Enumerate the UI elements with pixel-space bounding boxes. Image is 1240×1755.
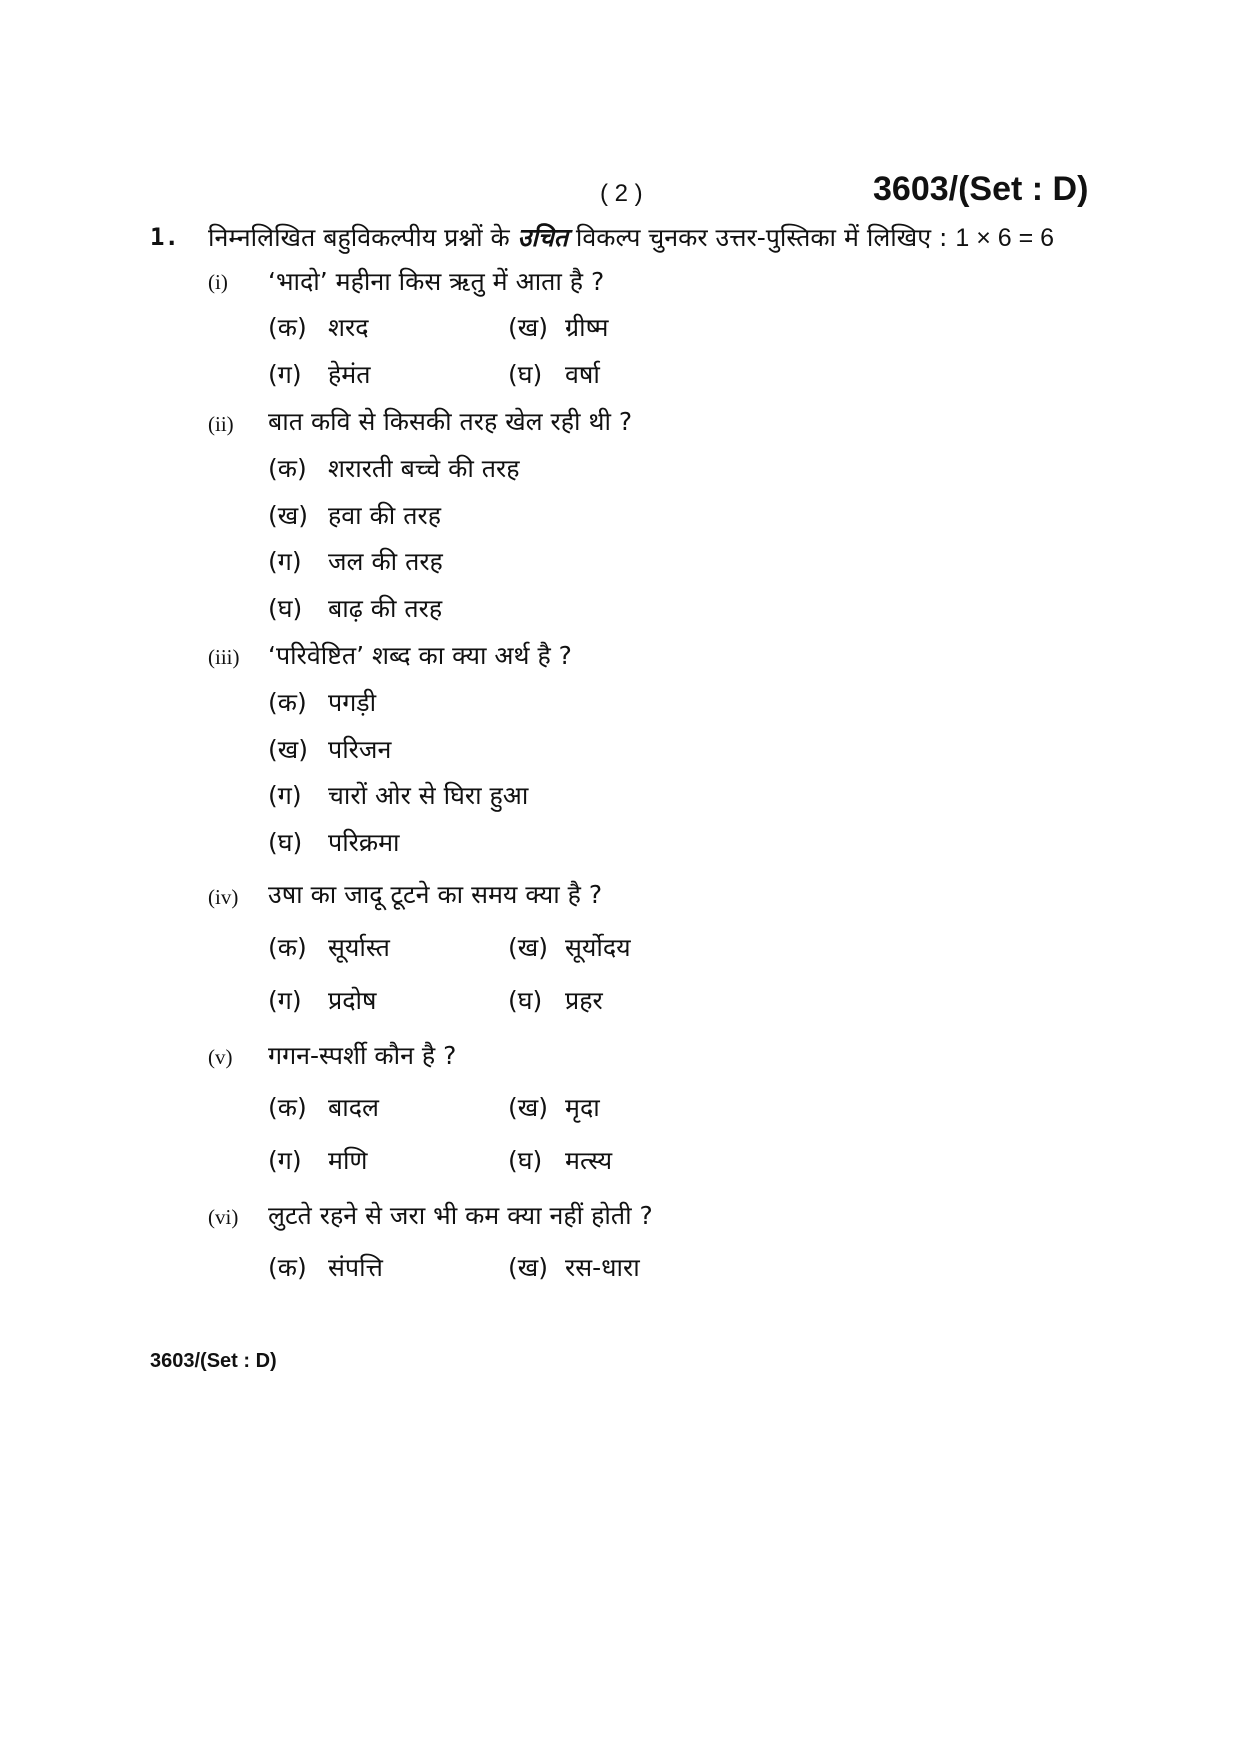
- option-label: (ग): [268, 547, 302, 576]
- option-text: परिक्रमा: [328, 828, 400, 857]
- option-text: रस-धारा: [565, 1253, 640, 1282]
- option-text: वर्षा: [565, 360, 600, 389]
- item-numeral: (ii): [208, 412, 234, 436]
- option-text: शरारती बच्चे की तरह: [328, 454, 520, 483]
- option-label: (क): [268, 933, 307, 962]
- option-text: चारों ओर से घिरा हुआ: [328, 781, 529, 810]
- option-label: (ख): [508, 933, 548, 962]
- instruction-text-before: निम्नलिखित बहुविकल्पीय प्रश्नों के: [208, 223, 510, 252]
- option-text: सूर्योदय: [565, 933, 631, 962]
- option-label: (घ): [508, 360, 543, 389]
- question-marks: 1 × 6 = 6: [955, 224, 1055, 252]
- option-text: बाढ़ की तरह: [328, 594, 443, 623]
- option-text: हेमंत: [328, 360, 371, 389]
- option-text: बादल: [328, 1093, 379, 1122]
- item-numeral: (i): [208, 270, 228, 294]
- option-label: (घ): [508, 1146, 543, 1175]
- option-text: सूर्यास्त: [328, 933, 390, 962]
- set-code-footer: 3603/(Set : D): [150, 1350, 277, 1372]
- item-question: गगन-स्पर्शी कौन है ?: [268, 1041, 457, 1070]
- instruction-emphasis: उचित: [517, 223, 568, 252]
- option-label: (घ): [508, 986, 543, 1015]
- option-text: पगड़ी: [328, 688, 377, 717]
- set-code-header: 3603/(Set : D): [873, 170, 1089, 208]
- option-label: (क): [268, 1253, 307, 1282]
- option-label: (क): [268, 313, 307, 342]
- question-number: 1.: [150, 223, 179, 251]
- item-question: लुटते रहने से जरा भी कम क्या नहीं होती ?: [268, 1201, 653, 1230]
- option-label: (ग): [268, 781, 302, 810]
- option-label: (क): [268, 1093, 307, 1122]
- option-text: संपत्ति: [328, 1253, 383, 1282]
- option-label: (ग): [268, 1146, 302, 1175]
- item-question: बात कवि से किसकी तरह खेल रही थी ?: [268, 407, 633, 436]
- item-question: उषा का जादू टूटने का समय क्या है ?: [268, 880, 603, 909]
- option-label: (क): [268, 454, 307, 483]
- option-label: (घ): [268, 594, 303, 623]
- question-instruction: [208, 220, 1054, 254]
- item-numeral: (v): [208, 1045, 233, 1069]
- item-question: ‘भादो’ महीना किस ऋतु में आता है ?: [268, 267, 605, 296]
- option-label: (ग): [268, 986, 302, 1015]
- option-label: (ख): [268, 735, 308, 764]
- item-numeral: (iv): [208, 885, 239, 909]
- option-text: प्रदोष: [328, 986, 377, 1015]
- option-label: (ख): [508, 1093, 548, 1122]
- option-label: (ख): [508, 313, 548, 342]
- option-label: (क): [268, 688, 307, 717]
- option-text: जल की तरह: [328, 547, 443, 576]
- option-text: प्रहर: [565, 986, 603, 1015]
- option-label: (घ): [268, 828, 303, 857]
- option-text: हवा की तरह: [328, 501, 441, 530]
- instruction-text-after: विकल्प चुनकर उत्तर-पुस्तिका में लिखिए :: [575, 223, 948, 252]
- page-number: ( 2 ): [600, 180, 643, 207]
- option-label: (ख): [268, 501, 308, 530]
- option-text: मत्स्य: [565, 1146, 613, 1175]
- option-text: ग्रीष्म: [565, 313, 609, 342]
- item-numeral: (iii): [208, 645, 240, 669]
- option-label: (ख): [508, 1253, 548, 1282]
- option-label: (ग): [268, 360, 302, 389]
- item-question: ‘परिवेष्टित’ शब्द का क्या अर्थ है ?: [268, 641, 572, 670]
- item-numeral: (vi): [208, 1205, 239, 1229]
- option-text: मणि: [328, 1146, 368, 1175]
- option-text: मृदा: [565, 1093, 600, 1122]
- option-text: शरद: [328, 313, 369, 342]
- option-text: परिजन: [328, 735, 392, 764]
